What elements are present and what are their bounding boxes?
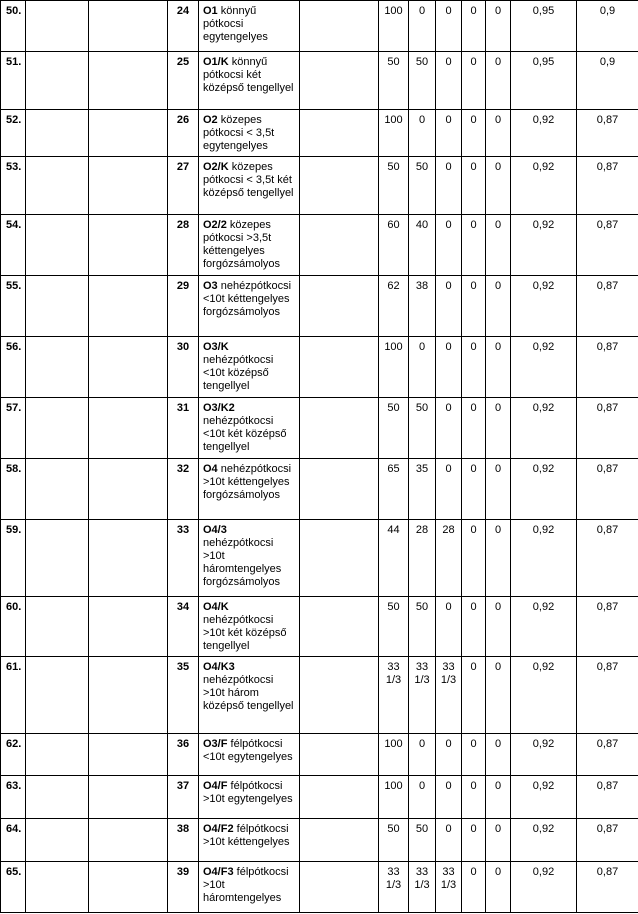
axle-share-3-cell: 33 1/3 [436,657,462,734]
vehicle-category-name: O4/F2 [203,823,234,835]
axle-share-2-cell: 0 [409,110,436,157]
table-row [1,110,638,157]
axle-share-5-cell: 0 [486,1,511,52]
row-number-cell: 52. [1,110,26,157]
empty-cell [26,337,89,398]
empty-cell [89,734,168,776]
vehicle-description-cell [199,215,300,276]
vehicle-category-name: O2/K [203,161,229,173]
axle-share-1-cell: 100 [379,776,409,819]
vehicle-category-desc: félpótkocsi >10t kéttengelyes [203,823,290,848]
vehicle-category-desc: könnyű pótkocsi egytengelyes [203,5,268,43]
axle-share-4-cell: 0 [462,520,486,597]
axle-share-4-cell: 0 [462,337,486,398]
row-number-cell: 60. [1,597,26,657]
axle-share-1-cell: 100 [379,734,409,776]
axle-share-1-cell: 44 [379,520,409,597]
factor-1-cell: 0,92 [511,657,577,734]
axle-share-2-cell: 50 [409,597,436,657]
axle-share-2-cell: 0 [409,337,436,398]
vehicle-category-name: O4/K [203,601,229,613]
factor-2-cell: 0,87 [577,110,638,157]
axle-share-1-cell: 100 [379,1,409,52]
vehicle-description-cell [199,734,300,776]
vehicle-description-cell [199,337,300,398]
empty-cell [89,520,168,597]
empty-cell [26,776,89,819]
factor-1-cell: 0,92 [511,110,577,157]
vehicle-description-cell [199,398,300,459]
axle-share-1-cell: 50 [379,597,409,657]
vehicle-category-desc: nehézpótkocsi <10t középső tengellyel [203,354,274,392]
axle-share-5-cell: 0 [486,862,511,913]
vehicle-category-desc: közepes pótkocsi >3,5t kéttengelyes forgózsámolyos [203,219,281,270]
axle-share-2-cell: 40 [409,215,436,276]
factor-2-cell: 0,87 [577,597,638,657]
factor-2-cell: 0,87 [577,215,638,276]
empty-cell [26,398,89,459]
empty-cell [26,819,89,862]
vehicle-category-name: O4 [203,463,218,475]
row-number-cell: 65. [1,862,26,913]
factor-2-cell: 0,87 [577,776,638,819]
category-code-cell: 24 [168,1,199,52]
axle-share-3-cell: 33 1/3 [436,862,462,913]
category-code-cell: 27 [168,157,199,215]
axle-share-2-cell: 0 [409,1,436,52]
factor-1-cell: 0,92 [511,215,577,276]
axle-share-3-cell: 0 [436,459,462,520]
axle-share-3-cell: 0 [436,776,462,819]
vehicle-description-cell [199,862,300,913]
axle-share-4-cell: 0 [462,110,486,157]
factor-1-cell: 0,92 [511,520,577,597]
category-code-cell: 34 [168,597,199,657]
vehicle-category-name: O4/3 [203,524,227,536]
table-body [1,1,638,913]
axle-share-3-cell: 28 [436,520,462,597]
factor-1-cell: 0,92 [511,337,577,398]
axle-share-4-cell: 0 [462,862,486,913]
factor-2-cell: 0,87 [577,657,638,734]
axle-share-5-cell: 0 [486,459,511,520]
axle-share-2-cell: 28 [409,520,436,597]
category-code-cell: 26 [168,110,199,157]
vehicle-category-desc: félpótkocsi >10t háromtengelyes [203,866,289,904]
table-row [1,597,638,657]
axle-share-4-cell: 0 [462,597,486,657]
axle-share-2-cell: 33 1/3 [409,657,436,734]
axle-share-1-cell: 33 1/3 [379,862,409,913]
row-number-cell: 56. [1,337,26,398]
category-code-cell: 37 [168,776,199,819]
vehicle-category-name: O1 [203,5,218,17]
axle-share-2-cell: 50 [409,52,436,110]
empty-cell [26,276,89,337]
axle-share-1-cell: 50 [379,157,409,215]
empty-cell [300,157,379,215]
table-row [1,276,638,337]
axle-share-4-cell: 0 [462,398,486,459]
vehicle-category-name: O2 [203,114,218,126]
category-code-cell: 36 [168,734,199,776]
axle-share-2-cell: 50 [409,398,436,459]
axle-share-1-cell: 62 [379,276,409,337]
empty-cell [89,459,168,520]
vehicle-category-desc: nehézpótkocsi <10t két középső tengellyel [203,415,287,453]
axle-share-2-cell: 0 [409,734,436,776]
vehicle-category-desc: nehézpótkocsi >10t háromtengelyes forgózsámolyos [203,537,282,588]
axle-share-5-cell: 0 [486,520,511,597]
vehicle-description-cell [199,276,300,337]
empty-cell [300,398,379,459]
table-row [1,52,638,110]
row-number-cell: 61. [1,657,26,734]
empty-cell [26,52,89,110]
empty-cell [300,862,379,913]
axle-share-5-cell: 0 [486,819,511,862]
axle-share-4-cell: 0 [462,776,486,819]
empty-cell [89,1,168,52]
empty-cell [89,657,168,734]
factor-2-cell: 0,87 [577,157,638,215]
empty-cell [89,819,168,862]
category-code-cell: 33 [168,520,199,597]
category-code-cell: 39 [168,862,199,913]
axle-share-2-cell: 35 [409,459,436,520]
factor-1-cell: 0,92 [511,276,577,337]
factor-1-cell: 0,92 [511,776,577,819]
row-number-cell: 54. [1,215,26,276]
factor-2-cell: 0,9 [577,52,638,110]
empty-cell [26,597,89,657]
axle-share-4-cell: 0 [462,276,486,337]
vehicle-category-name: O3/K [203,341,229,353]
row-number-cell: 63. [1,776,26,819]
axle-share-5-cell: 0 [486,215,511,276]
axle-share-1-cell: 65 [379,459,409,520]
row-number-cell: 59. [1,520,26,597]
axle-share-1-cell: 50 [379,52,409,110]
empty-cell [26,734,89,776]
vehicle-description-cell [199,1,300,52]
axle-share-3-cell: 0 [436,337,462,398]
vehicle-description-cell [199,52,300,110]
category-code-cell: 35 [168,657,199,734]
vehicle-category-desc: nehézpótkocsi >10t két középső tengellyel [203,614,287,652]
empty-cell [26,1,89,52]
vehicle-category-name: O3/F [203,738,228,750]
empty-cell [26,459,89,520]
empty-cell [300,276,379,337]
vehicle-description-cell [199,657,300,734]
vehicle-category-name: O4/F3 [203,866,234,878]
factor-2-cell: 0,87 [577,862,638,913]
row-number-cell: 57. [1,398,26,459]
axle-share-5-cell: 0 [486,276,511,337]
axle-share-3-cell: 0 [436,52,462,110]
row-number-cell: 50. [1,1,26,52]
factor-2-cell: 0,87 [577,819,638,862]
category-code-cell: 31 [168,398,199,459]
axle-share-3-cell: 0 [436,157,462,215]
vehicle-description-cell [199,597,300,657]
vehicle-category-desc: nehézpótkocsi >10t három középső tengellyel [203,674,294,712]
table-row [1,1,638,52]
factor-2-cell: 0,87 [577,398,638,459]
axle-share-5-cell: 0 [486,52,511,110]
table-row [1,734,638,776]
row-number-cell: 62. [1,734,26,776]
empty-cell [300,1,379,52]
axle-share-4-cell: 0 [462,734,486,776]
axle-share-1-cell: 50 [379,819,409,862]
empty-cell [300,215,379,276]
vehicle-category-desc: közepes pótkocsi < 3,5t két középső tengellyel [203,161,294,199]
vehicle-category-desc: félpótkocsi >10t egytengelyes [203,780,293,805]
empty-cell [89,337,168,398]
empty-cell [300,520,379,597]
axle-share-1-cell: 33 1/3 [379,657,409,734]
table-row [1,776,638,819]
axle-share-4-cell: 0 [462,1,486,52]
empty-cell [26,110,89,157]
factor-1-cell: 0,92 [511,157,577,215]
factor-1-cell: 0,92 [511,734,577,776]
axle-share-5-cell: 0 [486,776,511,819]
axle-share-4-cell: 0 [462,215,486,276]
vehicle-category-desc: nehézpótkocsi <10t kéttengelyes forgózsámolyos [203,280,292,318]
axle-share-5-cell: 0 [486,110,511,157]
factor-1-cell: 0,95 [511,1,577,52]
axle-share-5-cell: 0 [486,398,511,459]
axle-share-1-cell: 60 [379,215,409,276]
vehicle-description-cell [199,819,300,862]
empty-cell [300,52,379,110]
category-code-cell: 29 [168,276,199,337]
vehicle-description-cell [199,110,300,157]
empty-cell [89,52,168,110]
row-number-cell: 64. [1,819,26,862]
axle-share-2-cell: 50 [409,157,436,215]
axle-share-3-cell: 0 [436,597,462,657]
factor-2-cell: 0,87 [577,276,638,337]
vehicle-category-desc: félpótkocsi <10t egytengelyes [203,738,293,763]
vehicle-description-cell [199,520,300,597]
axle-share-4-cell: 0 [462,657,486,734]
axle-share-3-cell: 0 [436,819,462,862]
factor-1-cell: 0,92 [511,459,577,520]
factor-2-cell: 0,87 [577,734,638,776]
category-code-cell: 28 [168,215,199,276]
category-code-cell: 38 [168,819,199,862]
table-row [1,819,638,862]
axle-share-4-cell: 0 [462,819,486,862]
axle-share-3-cell: 0 [436,110,462,157]
vehicle-category-name: O1/K [203,56,229,68]
empty-cell [300,819,379,862]
table-row [1,657,638,734]
vehicle-description-cell [199,157,300,215]
axle-share-4-cell: 0 [462,157,486,215]
factor-2-cell: 0,87 [577,459,638,520]
axle-share-2-cell: 0 [409,776,436,819]
empty-cell [89,597,168,657]
category-code-cell: 25 [168,52,199,110]
vehicle-category-name: O3 [203,280,218,292]
axle-share-3-cell: 0 [436,1,462,52]
empty-cell [26,520,89,597]
row-number-cell: 55. [1,276,26,337]
empty-cell [89,157,168,215]
axle-share-3-cell: 0 [436,398,462,459]
factor-2-cell: 0,87 [577,337,638,398]
empty-cell [300,657,379,734]
factor-2-cell: 0,87 [577,520,638,597]
row-number-cell: 58. [1,459,26,520]
factor-2-cell: 0,9 [577,1,638,52]
table-row [1,337,638,398]
axle-share-3-cell: 0 [436,215,462,276]
empty-cell [89,776,168,819]
axle-share-1-cell: 100 [379,110,409,157]
empty-cell [300,337,379,398]
empty-cell [300,110,379,157]
vehicle-category-name: O2/2 [203,219,227,231]
row-number-cell: 51. [1,52,26,110]
table-row [1,520,638,597]
category-code-cell: 30 [168,337,199,398]
axle-share-4-cell: 0 [462,459,486,520]
factor-1-cell: 0,92 [511,862,577,913]
empty-cell [300,734,379,776]
row-number-cell: 53. [1,157,26,215]
factor-1-cell: 0,92 [511,819,577,862]
axle-share-5-cell: 0 [486,337,511,398]
axle-share-2-cell: 50 [409,819,436,862]
table-row [1,459,638,520]
factor-1-cell: 0,95 [511,52,577,110]
empty-cell [89,862,168,913]
axle-share-5-cell: 0 [486,597,511,657]
empty-cell [26,657,89,734]
table-row [1,215,638,276]
axle-share-5-cell: 0 [486,657,511,734]
empty-cell [89,110,168,157]
table-row [1,157,638,215]
vehicle-description-cell [199,776,300,819]
table-row [1,398,638,459]
empty-cell [89,215,168,276]
vehicle-category-name: O4/K3 [203,661,235,673]
axle-share-1-cell: 50 [379,398,409,459]
axle-share-3-cell: 0 [436,276,462,337]
axle-share-4-cell: 0 [462,52,486,110]
category-code-cell: 32 [168,459,199,520]
axle-share-1-cell: 100 [379,337,409,398]
empty-cell [26,157,89,215]
vehicle-category-desc: könnyű pótkocsi két középső tengellyel [203,56,294,94]
empty-cell [89,276,168,337]
empty-cell [26,215,89,276]
vehicle-category-name: O3/K2 [203,402,235,414]
empty-cell [300,597,379,657]
vehicle-category-name: O4/F [203,780,228,792]
axle-share-5-cell: 0 [486,734,511,776]
empty-cell [300,459,379,520]
vehicle-category-desc: közepes pótkocsi < 3,5t egytengelyes [203,114,275,152]
empty-cell [89,398,168,459]
vehicle-description-cell [199,459,300,520]
empty-cell [26,862,89,913]
axle-share-2-cell: 38 [409,276,436,337]
axle-share-5-cell: 0 [486,157,511,215]
empty-cell [300,776,379,819]
axle-share-3-cell: 0 [436,734,462,776]
axle-share-2-cell: 33 1/3 [409,862,436,913]
factor-1-cell: 0,92 [511,597,577,657]
table-row [1,862,638,913]
vehicle-category-desc: nehézpótkocsi >10t kéttengelyes forgózsámolyos [203,463,292,501]
factor-1-cell: 0,92 [511,398,577,459]
